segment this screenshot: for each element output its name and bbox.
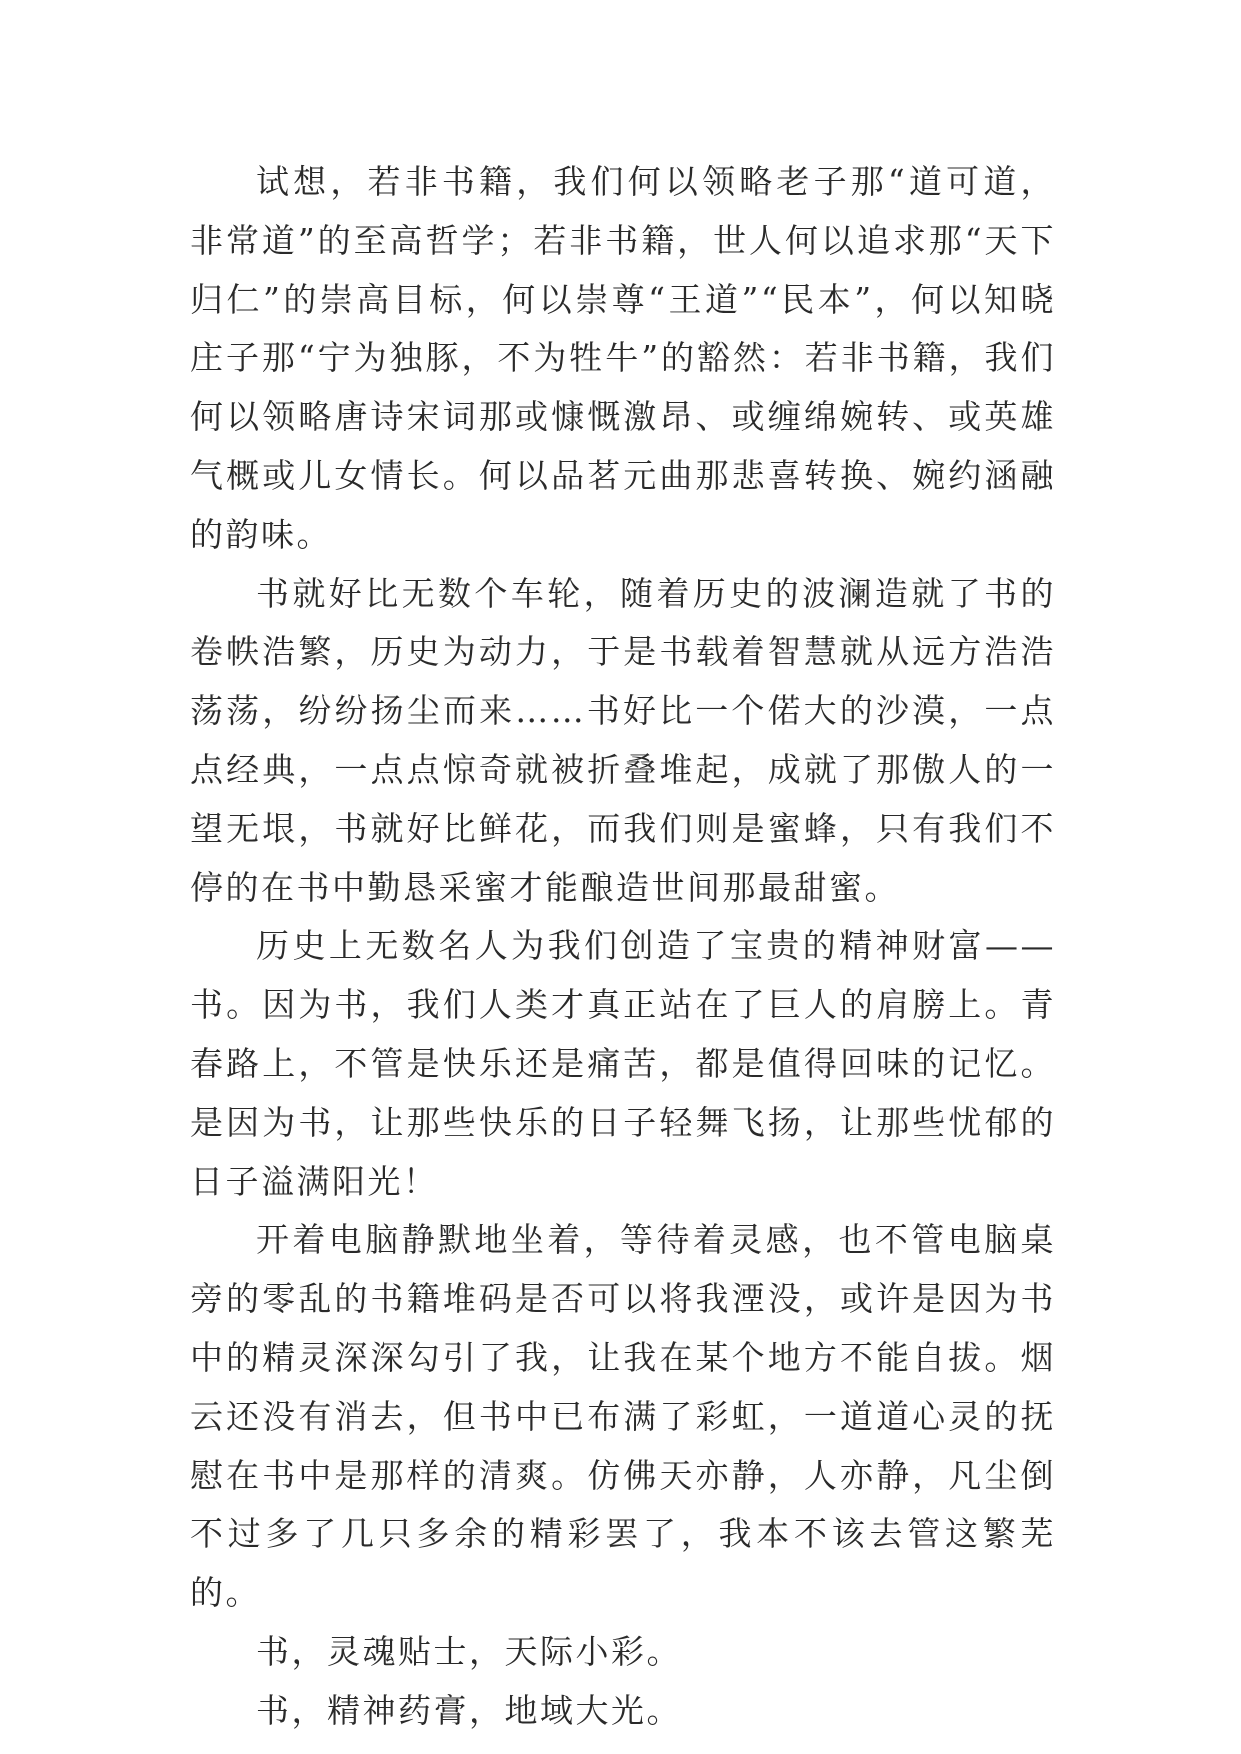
paragraph-5: 书，灵魂贴士，天际小彩。: [256, 1631, 682, 1671]
paragraph-4: 开着电脑静默地坐着，等待着灵感，也不管电脑桌旁的零乱的书籍堆码是否可以将我湮没，或许是因为书中的精灵深深勾引了我，让我在某个地方不能自拔。烟云还没有消去，但书中已布满了彩虹，一道道心灵的抚慰在书中是那样的清爽。仿佛天亦静，人亦静，凡尘倒不过多了几只多余的精彩罢了，我本不该去管这繁芜的。: [190, 1220, 1056, 1613]
document-body: [190, 153, 1056, 1741]
paragraph-1: 试想，若非书籍，我们何以领略老子那“道可道，非常道”的至高哲学；若非书籍，世人何以追求那“天下归仁”的崇高目标，何以崇尊“王道”“民本”，何以知晓庄子那“宁为独豚，不为牲牛”的豁然：若非书籍，我们何以领略唐诗宋词那或慷慨激昂、或缠绵婉转、或英雄气概或儿女情长。何以品茗元曲那悲喜转换、婉约涵融的韵味。: [190, 162, 1056, 554]
paragraph-6: 书，精神药膏，地域大光。: [256, 1690, 682, 1730]
paragraph-3: 历史上无数名人为我们创造了宝贵的精神财富——书。因为书，我们人类才真正站在了巨人的肩膀上。青春路上，不管是快乐还是痛苦，都是值得回味的记忆。是因为书，让那些快乐的日子轻舞飞扬，让那些忧郁的日子溢满阳光！: [190, 926, 1056, 1201]
paragraph-2: 书就好比无数个车轮，随着历史的波澜造就了书的卷帙浩繁，历史为动力，于是书载着智慧就从远方浩浩荡荡，纷纷扬尘而来……书好比一个偌大的沙漠，一点点经典，一点点惊奇就被折叠堆起，成就了那傲人的一望无垠，书就好比鲜花，而我们则是蜜蜂，只有我们不停的在书中勤恳采蜜才能酿造世间那最甜蜜。: [190, 573, 1056, 907]
